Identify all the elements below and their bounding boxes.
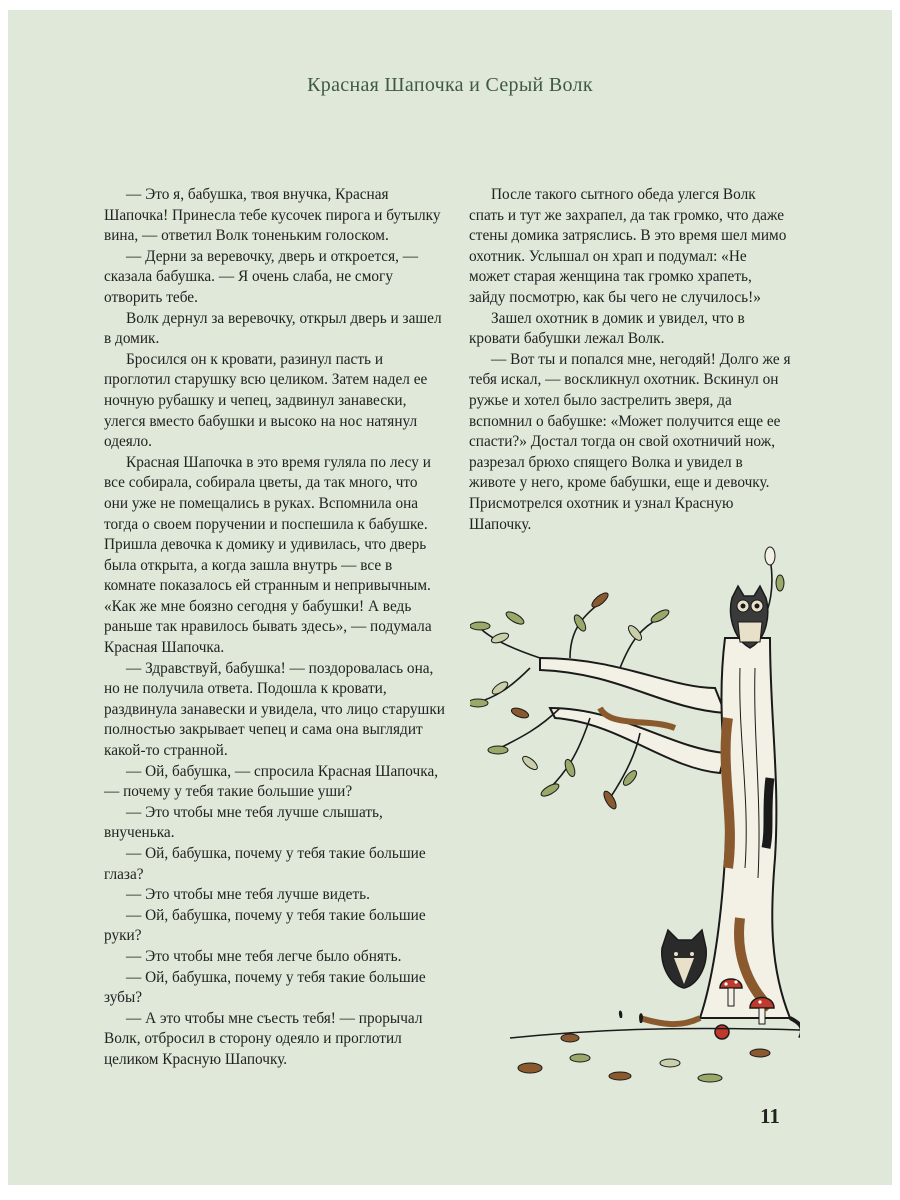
paragraph: — Ой, бабушка, почему у тебя такие большие руки? — [104, 906, 426, 945]
paragraph: — Это чтобы мне тебя лучше слышать, внученька. — [104, 803, 383, 842]
paragraph: — А это чтобы мне съесть тебя! — прорычал Волк, отбросил в сторону одеяло и проглотил целиком Красную Шапочку. — [104, 1009, 423, 1068]
book-page — [8, 10, 892, 1185]
paragraph: Волк дернул за веревочку, открыл дверь и зашел в домик. — [104, 309, 442, 348]
right-text-column — [469, 185, 791, 535]
paragraph: Бросился он к кровати, разинул пасть и проглотил старушку всю целиком. Затем надел ее ночную рубашку и чепец, задвинул занавески, улегся вместо бабушки и высоко на нос натянул одеяло. — [104, 350, 428, 451]
paragraph: — Это чтобы мне тебя лучше видеть. — [126, 886, 370, 904]
paragraph: После такого сытного обеда улегся Волк спать и тут же захрапел, да так громко, что даже стены домика затряслись. В это время шел мимо охотник. Услышал он храп и подумал: «Не может старая женщина так громко храпеть, зайду посмотрю, как бы чего не случилось!» — [469, 186, 787, 306]
paragraph: — Это я, бабушка, твоя внучка, Красная Шапочка! Принесла тебе кусочек пирога и бутылку вина, — ответил Волк тоненьким голоском. — [104, 186, 441, 245]
page-header-title: Красная Шапочка и Серый Волк — [307, 74, 593, 96]
tree-with-owl-and-wolf-illustration — [470, 538, 800, 1088]
paragraph: — Ой, бабушка, почему у тебя такие большие глаза? — [104, 845, 426, 883]
paragraph: — Вот ты и попался мне, негодяй! Долго же я тебя искал, — воскликнул охотник. Вскинул он ружье и хотел было застрелить зверя, да вспомнил о бабушке: «Может получится еще ее спасти?» Достал тогда он свой охотничий нож, разрезал брюхо спящего Волка и увидел в животе у него, кроме бабушки, еще и девочку. Присмотрелся охотник и узнал Красную Шапочку. — [469, 350, 791, 533]
paragraph: — Это чтобы мне тебя легче было обнять. — [126, 947, 402, 965]
paragraph: — Ой, бабушка, — спросила Красная Шапочка, — почему у тебя такие большие уши? — [104, 762, 439, 801]
paragraph: Красная Шапочка в это время гуляла по лесу и все собирала, собирала цветы, да так много, что они уже не помещались в руках. Вспомнила она тогда о своем поручении и поспешила к бабушке. Пришла девочка к домику и удивилась, что дверь была открыта, а когда зашла внутрь — все в комнате показалось ей странным и непривычным. «Как же мне боязно сегодня у бабушки! А ведь раньше так нравилось бывать здесь», — подумала Красная Шапочка. — [104, 453, 432, 657]
wolf-head-icon — [662, 930, 706, 988]
paragraph: Зашел охотник в домик и увидел, что в кровати бабушки лежал Волк. — [469, 309, 745, 348]
left-text-column — [104, 185, 445, 1071]
paragraph: — Здравствуй, бабушка! — поздоровалась она, но не получила ответа. Подошла к кровати, раздвинула занавески и увидела, что лицо старушки полностью закрывает чепец и сама она выглядит какой-то странной. — [104, 659, 445, 760]
page-number: 11 — [760, 1104, 780, 1128]
paragraph: — Ой, бабушка, почему у тебя такие большие зубы? — [104, 968, 426, 1007]
paragraph: — Дерни за веревочку, дверь и откроется, — сказала бабушка. — Я очень слаба, не смогу отворить тебе. — [104, 247, 419, 306]
